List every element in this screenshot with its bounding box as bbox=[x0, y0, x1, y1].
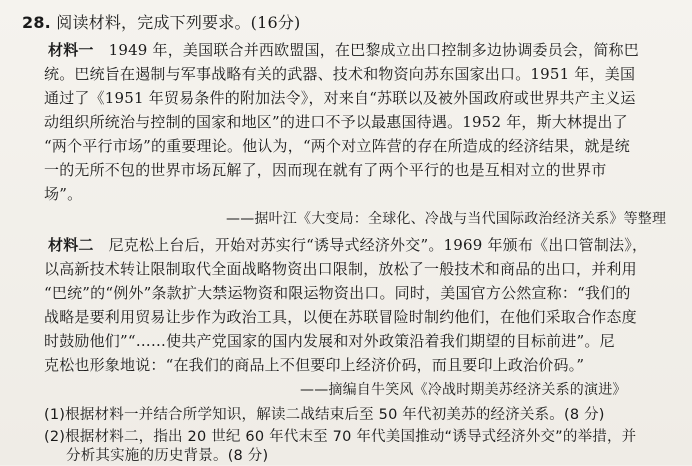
material2-line-2: 以高新技术转让限制取代全面战略物资出口限制，放松了一般技术和商品的出口，并利用 bbox=[44, 260, 637, 278]
material1-line-2: 统。巴统旨在遏制与军事战略有关的武器、技术和物资向苏东国家出口。1951 年，美国 bbox=[44, 65, 636, 83]
material1-line-5: “两个平行市场”的重要理论。他认为，“两个对立阵营的存在所造成的经济结果，就是统 bbox=[44, 137, 631, 155]
material1-label: 材料一 bbox=[48, 41, 94, 59]
material2-source: ——摘编自牛笑风《冷战时期美苏经济关系的演进》 bbox=[300, 382, 627, 398]
subquestion-2-continued: 分析其实施的历史背景。(8 分) bbox=[66, 448, 269, 464]
material2-line-1 bbox=[48, 235, 647, 255]
question-instruction: 阅读材料，完成下列要求。(16分) bbox=[56, 13, 301, 32]
question-header bbox=[22, 13, 301, 33]
material2-line-5: 时鼓励他们”“……使共产党国家的国内发展和对外政策沿着我们期望的目标前进”。尼 bbox=[44, 332, 615, 350]
question-number: 28. bbox=[22, 13, 51, 32]
material1-line-3: 通过了《1951 年贸易条件的附加法令》，对来自“苏联以及被外国政府或世界共产主义运 bbox=[44, 89, 636, 107]
material2-label: 材料二 bbox=[48, 236, 94, 254]
material2-text: 尼克松上台后，开始对苏实行“诱导式经济外交”。1969 年颁布《出口管制法》， bbox=[108, 236, 648, 254]
material1-line-4: 动组织所统治与控制的国家和地区”的进口不予以最惠国待遇。1952 年，斯大林提出了 bbox=[44, 113, 628, 131]
material1-source: ——据叶江《大变局：全球化、冷战与当代国际政治经济关系》等整理 bbox=[226, 211, 667, 227]
material1-text: 1949 年，美国联合并西欧盟国，在巴黎成立出口控制多边协调委员会，简称巴 bbox=[108, 41, 639, 59]
material2-line-6: 克松也形象地说：“在我们的商品上不但要印上经济价码，而且要印上政治价码。” bbox=[44, 356, 585, 374]
subquestion-1: (1)根据材料一并结合所学知识，解读二战结束后至 50 年代初美苏的经济关系。(8 分) bbox=[44, 407, 605, 423]
subquestion-2: (2)根据材料二，指出 20 世纪 60 年代末至 70 年代美国推动“诱导式经济外交”的举措，并 bbox=[44, 429, 637, 445]
material2-line-4: 战略是要利用贸易让步作为政治工具，以便在苏联冒险时制约他们，在他们采取合作态度 bbox=[44, 308, 637, 326]
material1-line-7: 场”。 bbox=[44, 185, 83, 203]
material2-line-3: “巴统”的“例外”条款扩大禁运物资和限运物资出口。同时，美国官方公然宣称：“我们的 bbox=[44, 284, 631, 302]
material1-line-6: 一的无所不包的世界市场瓦解了，因而现在就有了两个平行的也是互相对立的世界市 bbox=[44, 161, 607, 179]
material1-line-1 bbox=[48, 40, 639, 60]
